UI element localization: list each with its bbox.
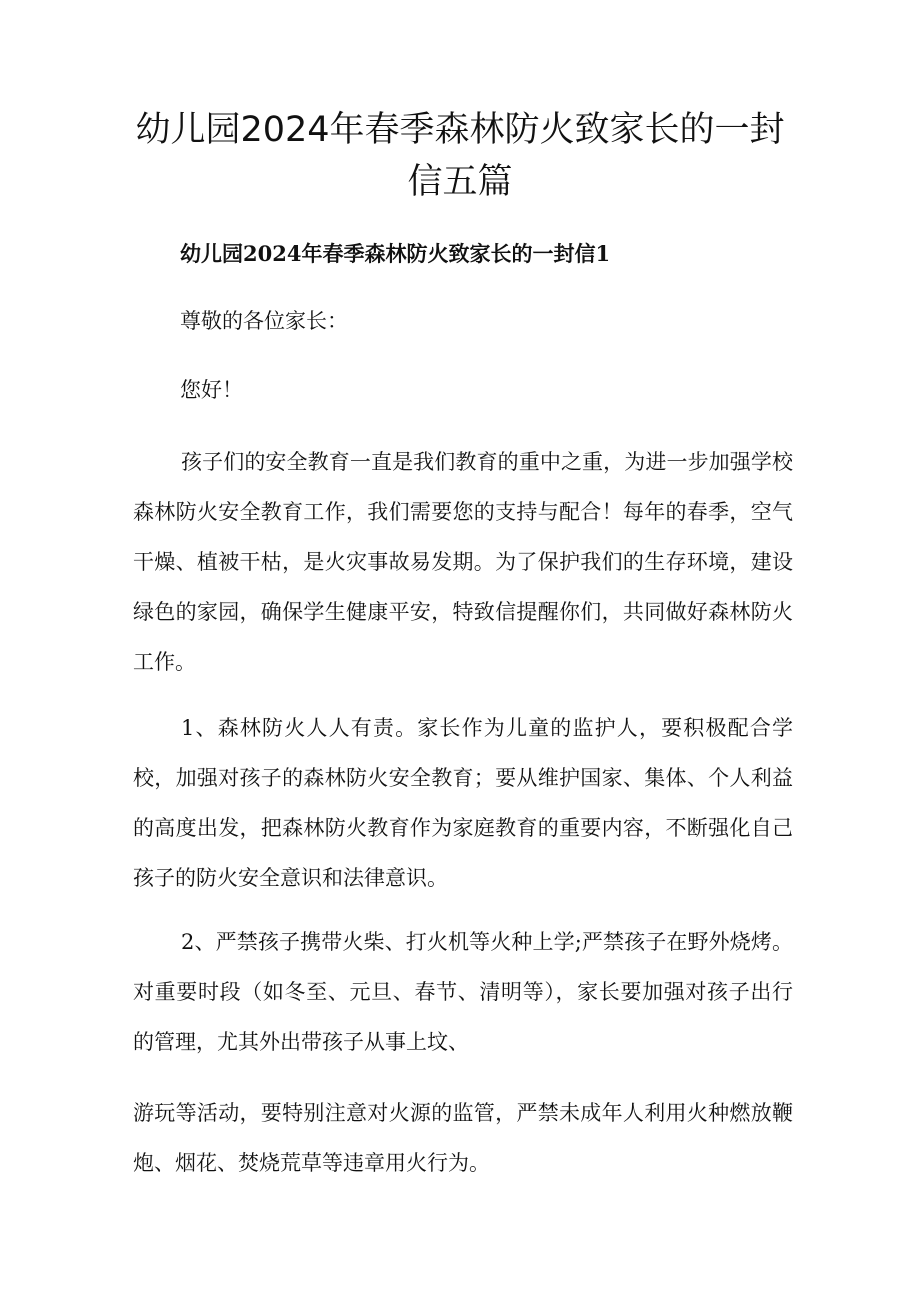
body-paragraph-continuation: 游玩等活动，要特别注意对火源的监管，严禁未成年人利用火种燃放鞭炮、烟花、焚烧荒草等违章用火行为。 — [133, 1101, 793, 1175]
body-paragraph-item-1: 1、森林防火人人有责。家长作为儿童的监护人，要积极配合学校，加强对孩子的森林防火安全教育；要从维护国家、集体、个人利益的高度出发，把森林防火教育作为家庭教育的重要内容，不断强化自己孩子的防火安全意识和法律意识。 — [133, 716, 793, 890]
greeting: 您好！ — [180, 378, 243, 402]
body-paragraph-intro: 孩子们的安全教育一直是我们教育的重中之重，为进一步加强学校森林防火安全教育工作，我们需要您的支持与配合！每年的春季，空气干燥、植被干枯，是火灾事故易发期。为了保护我们的生存环境，建设绿色的家园，确保学生健康平安，特致信提醒你们，共同做好森林防火工作。 — [133, 450, 793, 674]
salutation: 尊敬的各位家长： — [180, 309, 348, 333]
document-title: 幼儿园2024年春季森林防火致家长的一封信五篇 — [135, 110, 785, 202]
body-paragraph-item-2: 2、严禁孩子携带火柴、打火机等火种上学;严禁孩子在野外烧烤。对重要时段（如冬至、元旦、春节、清明等），家长要加强对孩子出行的管理，尤其外出带孩子从事上坟、 — [133, 930, 793, 1054]
section-heading: 幼儿园2024年春季森林防火致家长的一封信1 — [180, 241, 611, 266]
